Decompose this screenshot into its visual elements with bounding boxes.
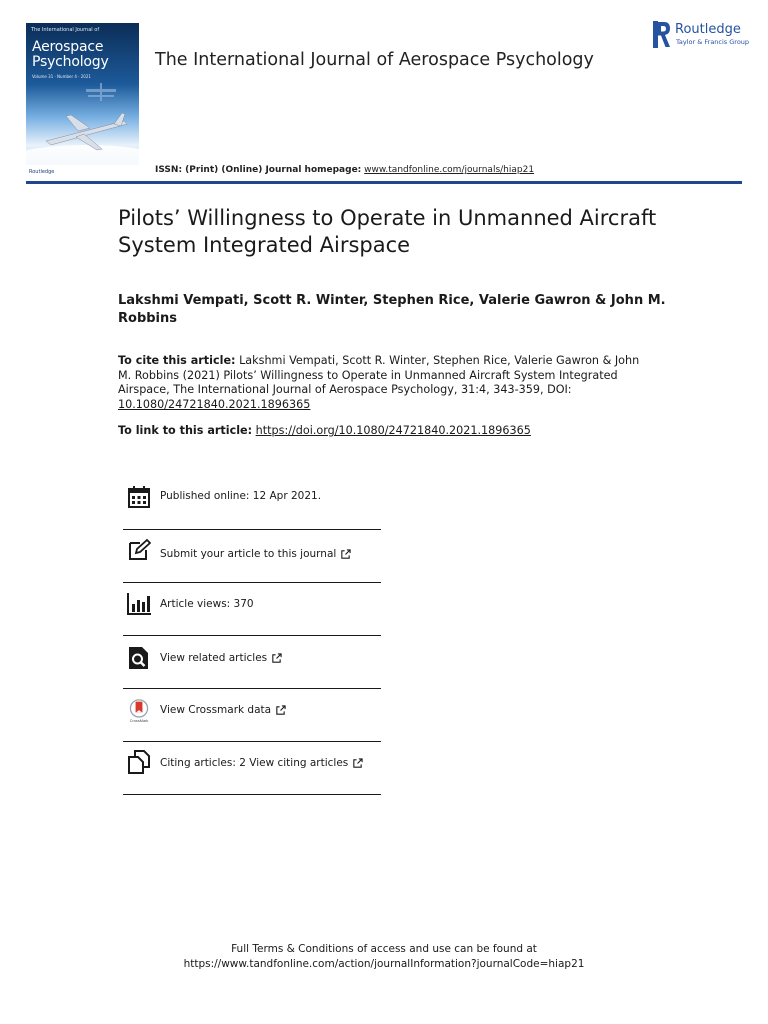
related-articles-row[interactable] [123, 636, 381, 689]
external-link-icon [340, 549, 351, 560]
citation-block [118, 354, 648, 412]
cover-title-line2: Psychology [32, 54, 109, 70]
article-meta-list [123, 476, 381, 795]
cite-text: Lakshmi Vempati, Scott R. Winter, Stephen Rice, Valerie Gawron & John M. Robbins (2021) Pilots’ Willingness to Operate in Unmanned Aircraft System Integrated Airspace, The International Journal of Aerospace Psychology, 31:4, 343-359, DOI: [118, 354, 640, 396]
issn-text: ISSN: (Print) (Online) Journal homepage: [155, 165, 362, 175]
routledge-r-icon [653, 21, 671, 48]
airplane-graphic [26, 83, 139, 165]
external-link-icon [352, 758, 363, 769]
cover-top-text: The International Journal of [31, 27, 100, 33]
related-articles-label: View related articles [160, 652, 268, 664]
publisher-subtitle: Taylor & Francis Group [676, 38, 750, 46]
cover-title-line1: Aerospace [32, 39, 104, 55]
publisher-name: Routledge [675, 22, 741, 37]
cover-publisher-logo: Routledge [29, 169, 55, 175]
header-divider [26, 181, 742, 184]
article-views-row [123, 583, 381, 636]
citing-articles-label: Citing articles: 2 View citing articles [160, 757, 349, 769]
article-title: Pilots’ Willingness to Operate in Unmanned Aircraft System Integrated Airspace [118, 206, 657, 257]
crossmark-label: View Crossmark data [160, 704, 272, 716]
crossmark-icon [127, 699, 151, 723]
submit-article-label: Submit your article to this journal [160, 548, 337, 560]
terms-footer [0, 942, 768, 972]
issn-line [155, 165, 534, 175]
submit-article-link[interactable] [160, 548, 351, 560]
published-date: Published online: 12 Apr 2021. [160, 490, 322, 502]
routledge-logo[interactable] [653, 21, 748, 51]
document-search-icon [127, 646, 151, 670]
journal-cover-image [26, 23, 139, 176]
external-link-icon [275, 705, 286, 716]
bar-chart-icon [127, 592, 151, 616]
crossmark-icon-label: CrossMark [129, 719, 149, 723]
crossmark-link[interactable] [160, 704, 286, 716]
crossmark-row[interactable] [123, 689, 381, 742]
related-articles-link[interactable] [160, 652, 282, 664]
citing-articles-row[interactable] [123, 742, 381, 795]
article-link-block [118, 424, 531, 437]
citing-documents-icon [127, 750, 151, 774]
article-views: Article views: 370 [160, 598, 254, 610]
external-link-icon [271, 653, 282, 664]
cover-bottom-band [26, 165, 139, 176]
cite-doi-link[interactable]: 10.1080/24721840.2021.1896365 [118, 397, 311, 411]
calendar-icon [127, 485, 151, 509]
citing-articles-link[interactable] [160, 757, 363, 769]
journal-homepage-link[interactable]: www.tandfonline.com/journals/hiap21 [364, 165, 535, 175]
cite-label: To cite this article: [118, 354, 236, 367]
footer-terms-link[interactable]: https://www.tandfonline.com/action/journalInformation?journalCode=hiap21 [183, 958, 585, 970]
submit-article-row[interactable] [123, 530, 381, 583]
link-label: To link to this article: [118, 424, 253, 437]
article-authors: Lakshmi Vempati, Scott R. Winter, Stephen Rice, Valerie Gawron & John M. Robbins [118, 293, 666, 326]
journal-title: The International Journal of Aerospace Psychology [155, 50, 594, 70]
published-row [123, 476, 381, 530]
footer-line1: Full Terms & Conditions of access and use can be found at [231, 943, 537, 955]
cover-volume-text: Volume 31 · Number 4 · 2021 [32, 74, 91, 79]
article-doi-link[interactable]: https://doi.org/10.1080/24721840.2021.1896365 [255, 424, 531, 437]
edit-icon [127, 538, 151, 562]
